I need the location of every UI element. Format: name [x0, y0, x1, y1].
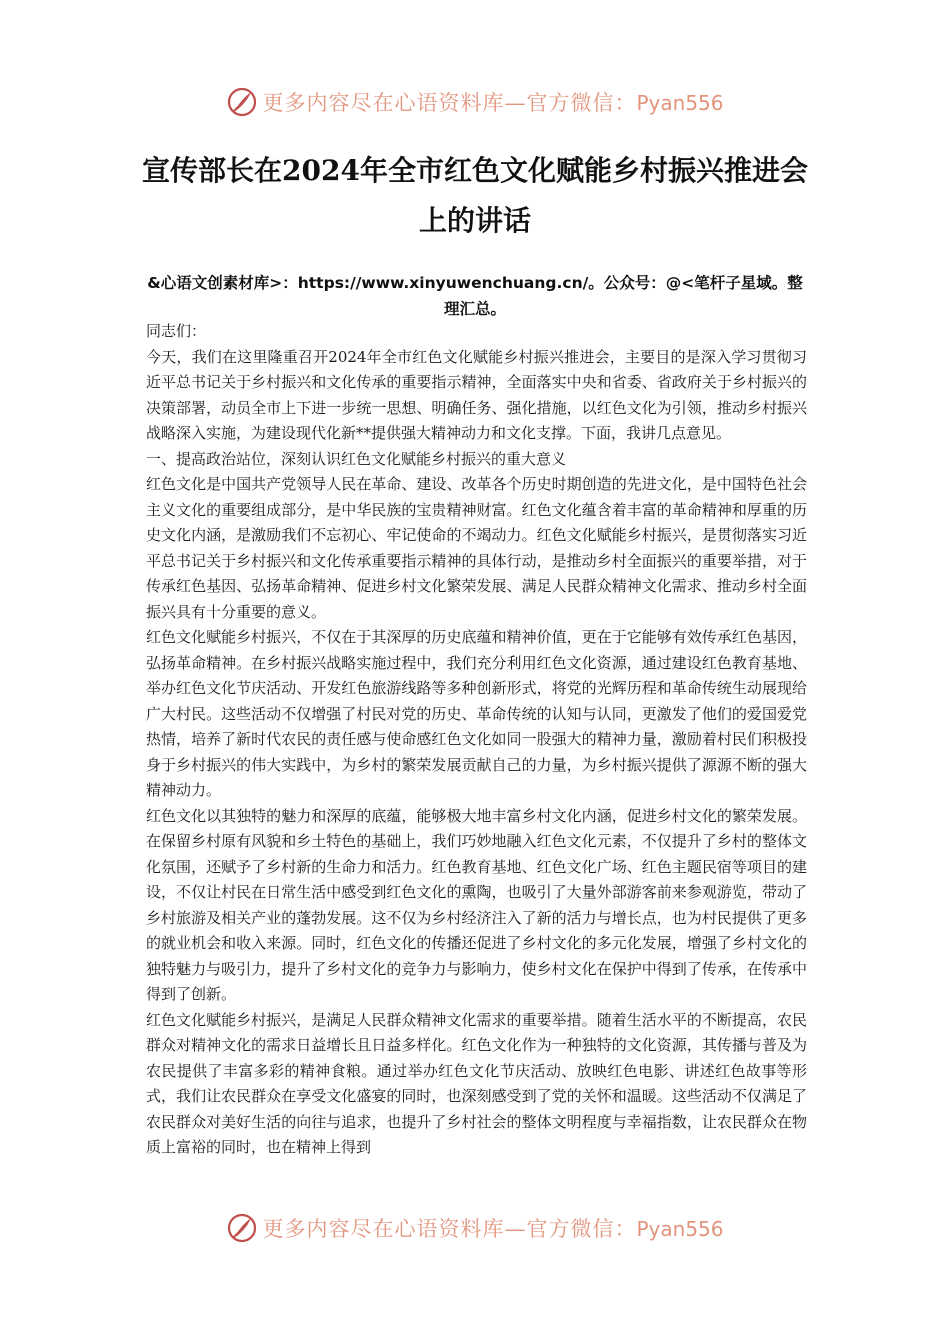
- banner-text: 更多内容尽在心语资料库—官方微信：Pyan556: [262, 1217, 724, 1241]
- wechat-id: Pyan556: [636, 91, 724, 115]
- paragraph: 红色文化赋能乡村振兴，是满足人民群众精神文化需求的重要举措。随着生活水平的不断提高，农民群众对精神文化的需求日益增长且日益多样化。红色文化作为一种独特的文化资源，其传播与普及为农民提供了丰富多彩的精神食粮。通过举办红色文化节庆活动、放映红色电影、讲述红色故事等形式，我们让农民群众在享受文化盛宴的同时，也深刻感受到了党的关怀和温暖。这些活动不仅满足了农民群众对美好生活的向往与追求，也提升了乡村社会的整体文明程度与幸福指数，让农民群众在物质上富裕的同时，也在精神上得到: [146, 1010, 807, 1156]
- source-line: &心语文创素材库>：https://www.xinyuwenchuang.cn/。公众号：@<笔杆子星域。整理汇总。: [147, 274, 803, 318]
- paragraph: 今天，我们在这里隆重召开2024年全市红色文化赋能乡村振兴推进会，主要目的是深入学习贯彻习近平总书记关于乡村振兴和文化传承的重要指示精神，全面落实中央和省委、省政府关于乡村振兴的决策部署，动员全市上下进一步统一思想、明确任务、强化措施，以红色文化为引领，推动乡村振兴战略深入实施，为建设现代化新**提供强大精神动力和文化支撑。下面，我讲几点意见。: [146, 347, 807, 442]
- header-banner: [0, 82, 950, 122]
- paragraph: 红色文化赋能乡村振兴，不仅在于其深厚的历史底蕴和精神价值，更在于它能够有效传承红色基因，弘扬革命精神。在乡村振兴战略实施过程中，我们充分利用红色文化资源，通过建设红色教育基地、举办红色文化节庆活动、开发红色旅游线路等多种创新形式，将党的光辉历程和革命传统生动展现给广大村民。这些活动不仅增强了村民对党的历史、革命传统的认知与认同，更激发了他们的爱国爱党热情，培养了新时代农民的责任感与使命感红色文化如同一股强大的精神力量，激励着村民们积极投身于乡村振兴的伟大实践中，为乡村的繁荣发展贡献自己的力量，为乡村振兴提供了源源不断的强大精神动力。: [146, 628, 807, 799]
- wechat-id: Pyan556: [636, 1217, 724, 1241]
- document-body: [146, 319, 807, 1161]
- section-heading: 一、提高政治站位，深刻认识红色文化赋能乡村振兴的重大意义: [146, 449, 567, 468]
- salutation: 同志们：: [146, 322, 207, 340]
- quill-logo-icon: [226, 86, 258, 118]
- paragraph: 红色文化以其独特的魅力和深厚的底蕴，能够极大地丰富乡村文化内涵，促进乡村文化的繁荣发展。在保留乡村原有风貌和乡土特色的基础上，我们巧妙地融入红色文化元素，不仅提升了乡村的整体文化氛围，还赋予了乡村新的生命力和活力。红色教育基地、红色文化广场、红色主题民宿等项目的建设，不仅让村民在日常生活中感受到红色文化的熏陶，也吸引了大量外部游客前来参观游览，带动了乡村旅游及相关产业的蓬勃发展。这不仅为乡村经济注入了新的活力与增长点，也为村民提供了更多的就业机会和收入来源。同时，红色文化的传播还促进了乡村文化的多元化发展，增强了乡村文化的独特魅力与吸引力，提升了乡村文化的竞争力与影响力，使乡村文化在保护中得到了传承，在传承中得到了创新。: [146, 806, 807, 1003]
- paragraph: 红色文化是中国共产党领导人民在革命、建设、改革各个历史时期创造的先进文化，是中国特色社会主义文化的重要组成部分，是中华民族的宝贵精神财富。红色文化蕴含着丰富的革命精神和厚重的历史文化内涵，是激励我们不忘初心、牢记使命的不竭动力。红色文化赋能乡村振兴，是贯彻落实习近平总书记关于乡村振兴和文化传承重要指示精神的具体行动，是推动乡村全面振兴的重要举措，对于传承红色基因、弘扬革命精神、促进乡村文化繁荣发展、满足人民群众精神文化需求、推动乡村全面振兴具有十分重要的意义。: [146, 475, 807, 621]
- banner-text: 更多内容尽在心语资料库—官方微信：Pyan556: [262, 91, 724, 115]
- document-title: 宣传部长在2024年全市红色文化赋能乡村振兴推进会上的讲话: [142, 154, 808, 237]
- footer-banner: [0, 1208, 950, 1248]
- quill-logo-icon: [226, 1212, 258, 1244]
